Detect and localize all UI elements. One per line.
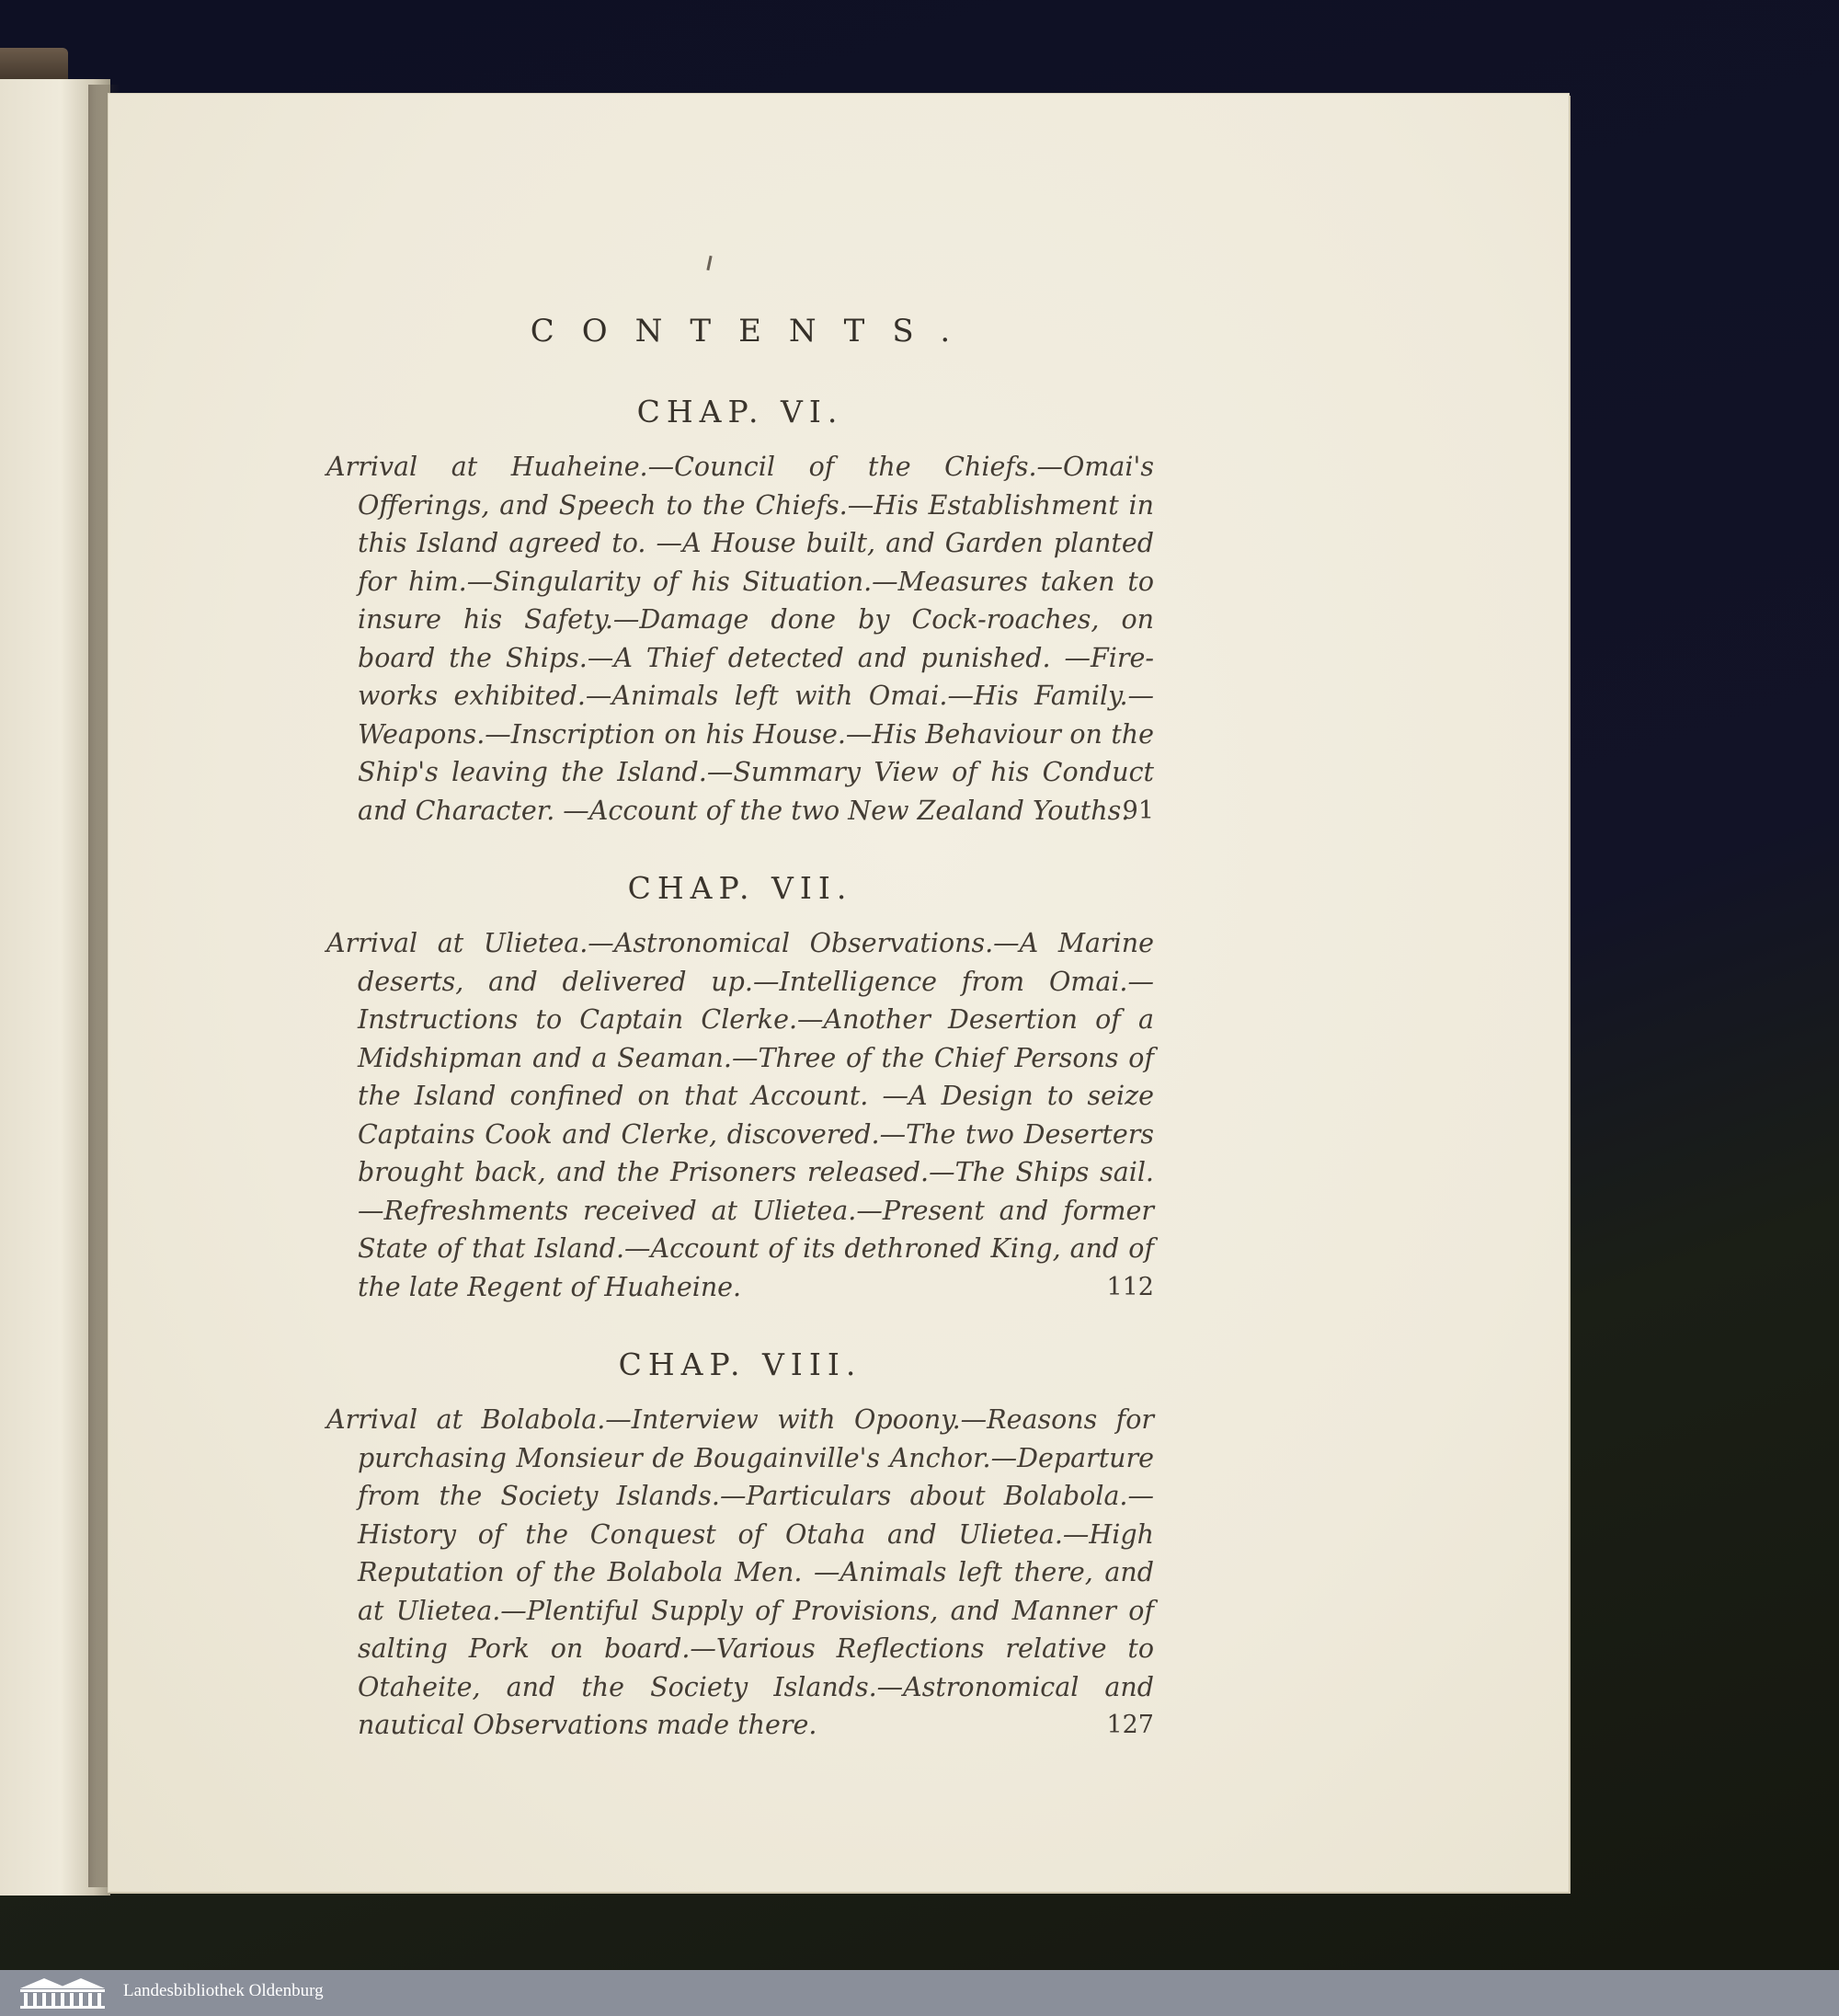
chapter-summary-text: Arrival at Huaheine.—Council of the Chiefs.—Omai's Offerings, and Speech to the Chiefs.—His Establishment in this Island agreed to. —A House built, and Garden planted for him.—Singularity of his Situation.—Measures taken to insure his Safety.—Damage done by Cock-roaches, on board the Ships.—A Thief detected and punished. —Fire-works exhibited.—Animals left with Omai.—His Family.—Weapons.—Inscription on his House.—His Behaviour on the Ship's leaving the Island.—Summary View of his Conduct and Character. —Account of the two New Zealand Youths. <box>326 452 1154 826</box>
chapter-summary-text: Arrival at Ulietea.—Astronomical Observations.—A Marine deserts, and delivered up.—Intelligence from Omai.—Instructions to Captain Clerke.—Another Desertion of a Midshipman and a Seaman.—Three of the Chief Persons of the Island confined on that Account. —A Design to seize Captains Cook and Clerke, discovered.—The two Deserters brought back, and the Prisoners released.—The Ships sail.—Refreshments received at Ulietea.—Present and former State of that Island.—Account of its dethroned King, and of the late Regent of Huaheine. <box>326 928 1154 1302</box>
chapter-heading: CHAP. VIII. <box>618 1346 862 1382</box>
chapter-page-number: 127 <box>1106 1711 1154 1739</box>
chapter-summary <box>326 924 1154 1306</box>
page-title: CONTENTS. <box>530 313 978 349</box>
footer-bar <box>0 1970 1839 2016</box>
chapter-summary <box>326 1401 1154 1745</box>
stray-mark <box>706 256 712 270</box>
chapter-summary-text: Arrival at Bolabola.—Interview with Opoony.—Reasons for purchasing Monsieur de Bougainville's Anchor.—Departure from the Society Islands.—Particulars about Bolabola.—History of the Conquest of Otaha and Ulietea.—High Reputation of the Bolabola Men. —Animals left there, and at Ulietea.—Plentiful Supply of Provisions, and Manner of salting Pork on board.—Various Reflections relative to Otaheite, and the Society Islands.—Astronomical and nautical Observations made there. <box>326 1404 1154 1740</box>
chapter-page-number: 91 <box>1122 796 1154 825</box>
chapter-page-number: 112 <box>1106 1272 1154 1301</box>
chapter-entry <box>326 394 1154 830</box>
chapter-summary <box>326 448 1154 830</box>
chapter-heading: CHAP. VI. <box>636 394 844 430</box>
chapter-entry <box>326 1346 1154 1745</box>
chapter-entry <box>326 870 1154 1306</box>
library-building-logo-icon <box>17 1976 109 2010</box>
library-name: Landesbibliothek Oldenburg <box>123 1981 324 2000</box>
contents-block <box>326 313 1154 1785</box>
chapter-heading: CHAP. VII. <box>627 870 853 906</box>
